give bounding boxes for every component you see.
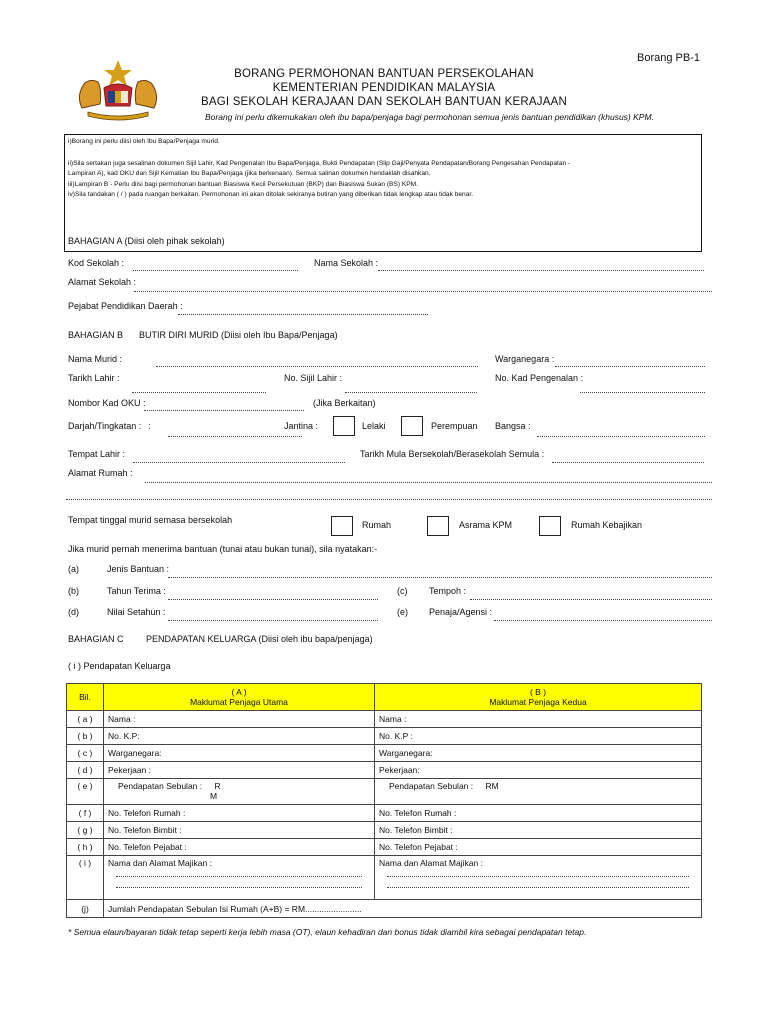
penaja-label: Penaja/Agensi :: [429, 607, 493, 617]
instructions-box: [64, 134, 702, 252]
bangsa-field[interactable]: [537, 436, 705, 437]
note-3: iii)Lampiran B - Perlu diisi bagi permohonan bantuan Biasiswa Kecil Persekutuan (BKP) dan Biasiswa Sukan (BS) KPM.: [68, 181, 419, 188]
rumah-label: Rumah: [362, 520, 392, 530]
form-subtitle: Borang ini perlu dikemukakan oleh ibu bapa/penjaga bagi permohonan semua jenis bantuan pendidikan (khusus) KPM.: [205, 112, 654, 122]
pejabat-label: Pejabat Pendidikan Daerah :: [68, 301, 183, 311]
note-2a: ii)Sila sertakan juga sesalinan dokumen Sijil Lahir, Kad Pengenalan Ibu Bapa/Penjaga, Bukti Pendapatan (Slip Gaji/Penyata Pendapatan/Borang Pengesahan Pendapatan -: [68, 160, 571, 167]
penjaga-a-tel-pejabat[interactable]: No. Telefon Pejabat :: [104, 839, 375, 856]
perempuan-label: Perempuan: [431, 421, 478, 431]
darjah-field[interactable]: [168, 436, 302, 437]
table-row: [67, 745, 702, 762]
majikan-label: Nama dan Alamat Majikan :: [379, 858, 483, 868]
kad-pengenalan-label: No. Kad Pengenalan :: [495, 373, 584, 383]
tempat-lahir-label: Tempat Lahir :: [68, 449, 126, 459]
section-c-title: PENDAPATAN KELUARGA (Diisi oleh ibu bapa/penjaga): [146, 634, 373, 644]
row-bil: (j): [67, 900, 104, 918]
alamat-rumah-field-1[interactable]: [145, 482, 712, 483]
kod-sekolah-field[interactable]: [133, 270, 298, 271]
majikan-dots-2: [387, 887, 689, 888]
penjaga-a-tel-rumah[interactable]: No. Telefon Rumah :: [104, 805, 375, 822]
warganegara-field[interactable]: [555, 366, 705, 367]
row-bil: ( e ): [67, 779, 104, 805]
table-row: [67, 822, 702, 839]
alamat-sekolah-label: Alamat Sekolah :: [68, 277, 137, 287]
rm-label: R: [214, 781, 221, 791]
tarikh-lahir-field[interactable]: [132, 392, 266, 393]
item-d-label: (d): [68, 607, 79, 617]
footnote: * Semua elaun/bayaran tidak tetap seperti kerja lebih masa (OT), elaun kehadiran dan bonus tidak diambil kira sebagai pendapatan tetap.: [68, 927, 587, 937]
section-b-title: BUTIR DIRI MURID (Diisi oleh Ibu Bapa/Penjaga): [139, 330, 338, 340]
bangsa-label: Bangsa :: [495, 421, 531, 431]
table-row: [67, 805, 702, 822]
table-row: [67, 762, 702, 779]
note-4: iv)Sila tandakan ( / ) pada ruangan berkaitan. Permohonan ini akan ditolak sekiranya butiran yang diberikan tidak lengkap atau tidak benar.: [68, 191, 474, 198]
col-b-title: Maklumat Penjaga Kedua: [489, 697, 587, 707]
darjah-colon: :: [148, 421, 151, 431]
item-b-label: (b): [68, 586, 79, 596]
majikan-label: Nama dan Alamat Majikan :: [108, 858, 212, 868]
tarikh-lahir-label: Tarikh Lahir :: [68, 373, 120, 383]
income-table: [66, 683, 702, 918]
penjaga-a-warganegara[interactable]: Warganegara:: [104, 745, 375, 762]
col-a-title: Maklumat Penjaga Utama: [190, 697, 288, 707]
asrama-label: Asrama KPM: [459, 520, 513, 530]
nama-murid-field[interactable]: [156, 366, 478, 367]
penjaga-b-nama[interactable]: Nama :: [375, 711, 702, 728]
rumah-kebajikan-checkbox[interactable]: [539, 516, 561, 536]
row-bil: ( i ): [67, 856, 104, 900]
tarikh-mula-label: Tarikh Mula Bersekolah/Berasekolah Semula :: [360, 449, 545, 459]
item-a-label: (a): [68, 564, 79, 574]
rumah-checkbox[interactable]: [331, 516, 353, 536]
pendapatan-keluarga-subheading: ( i ) Pendapatan Keluarga: [68, 661, 171, 671]
tarikh-mula-field[interactable]: [552, 462, 704, 463]
tempoh-field[interactable]: [470, 599, 712, 600]
penjaga-b-pendapatan[interactable]: [375, 779, 702, 805]
nombor-oku-field[interactable]: [144, 410, 304, 411]
penjaga-b-pekerjaan[interactable]: Pekerjaan:: [375, 762, 702, 779]
section-b-heading: BAHAGIAN B: [68, 330, 124, 340]
item-e-label: (e): [397, 607, 408, 617]
penjaga-a-pendapatan[interactable]: [104, 779, 375, 805]
jenis-bantuan-label: Jenis Bantuan :: [107, 564, 170, 574]
penjaga-b-tel-rumah[interactable]: No. Telefon Rumah :: [375, 805, 702, 822]
jumlah-pendapatan[interactable]: Jumlah Pendapatan Sebulan Isi Rumah (A+B) = RM........................: [104, 900, 702, 918]
tahun-terima-label: Tahun Terima :: [107, 586, 166, 596]
row-bil: ( c ): [67, 745, 104, 762]
majikan-dots-1: [387, 876, 689, 877]
section-a-heading: BAHAGIAN A (Diisi oleh pihak sekolah): [68, 236, 225, 246]
rm-label: RM: [485, 781, 499, 791]
col-b-letter: ( B ): [529, 687, 547, 697]
nilai-setahun-field[interactable]: [168, 620, 378, 621]
penjaga-a-tel-bimbit[interactable]: No. Telefon Bimbit :: [104, 822, 375, 839]
penjaga-a-nama[interactable]: Nama :: [104, 711, 375, 728]
row-bil: ( a ): [67, 711, 104, 728]
section-c-heading: BAHAGIAN C: [68, 634, 124, 644]
row-bil: ( h ): [67, 839, 104, 856]
penjaga-b-majikan[interactable]: [375, 856, 702, 900]
row-bil: ( b ): [67, 728, 104, 745]
penjaga-a-pekerjaan[interactable]: Pekerjaan :: [104, 762, 375, 779]
lelaki-label: Lelaki: [362, 421, 386, 431]
row-bil: ( g ): [67, 822, 104, 839]
jantina-label: Jantina :: [284, 421, 319, 431]
tempat-lahir-field[interactable]: [133, 462, 345, 463]
kad-pengenalan-field[interactable]: [580, 392, 705, 393]
tempoh-label: Tempoh :: [429, 586, 467, 596]
jika-berkaitan-note: (Jika Berkaitan): [313, 398, 376, 408]
note-2b: Lampiran A), kad OKU dan Sijil Kematian Ibu Bapa/Penjaga (jika berkenaan). Semua salinan dokumen hendaklah disahkan.: [68, 170, 431, 177]
nama-sekolah-field[interactable]: [378, 270, 704, 271]
perempuan-checkbox[interactable]: [401, 416, 423, 436]
rm-label-cont: M: [210, 791, 218, 801]
asrama-checkbox[interactable]: [427, 516, 449, 536]
table-row-total: [67, 900, 702, 918]
pendapatan-label: Pendapatan Sebulan :: [389, 781, 474, 791]
rumah-kebajikan-label: Rumah Kebajikan: [571, 520, 643, 530]
penjaga-b-tel-pejabat[interactable]: No. Telefon Pejabat :: [375, 839, 702, 856]
form-title-line1: BORANG PERMOHONAN BANTUAN PERSEKOLAHAN: [234, 68, 534, 80]
tempat-tinggal-label: Tempat tinggal murid semasa bersekolah: [68, 515, 233, 525]
penjaga-b-tel-bimbit[interactable]: No. Telefon Bimbit :: [375, 822, 702, 839]
table-row: [67, 839, 702, 856]
sijil-lahir-field[interactable]: [345, 392, 477, 393]
col-a-header: [104, 684, 375, 711]
nama-sekolah-label: Nama Sekolah :: [314, 258, 379, 268]
table-row: [67, 728, 702, 745]
warganegara-label: Warganegara :: [495, 354, 555, 364]
sijil-lahir-label: No. Sijil Lahir :: [284, 373, 343, 383]
alamat-rumah-field-2[interactable]: [66, 499, 712, 500]
pernah-terima-text: Jika murid pernah menerima bantuan (tunai atau bukan tunai), sila nyatakan:-: [68, 544, 378, 554]
lelaki-checkbox[interactable]: [333, 416, 355, 436]
penjaga-b-warganegara[interactable]: Warganegara:: [375, 745, 702, 762]
majikan-dots-1: [116, 876, 362, 877]
col-b-header: [375, 684, 702, 711]
darjah-label: Darjah/Tingkatan :: [68, 421, 142, 431]
note-1: i)Borang ini perlu diisi oleh Ibu Bapa/Penjaga murid.: [68, 138, 220, 145]
pendapatan-label: Pendapatan Sebulan :: [118, 781, 203, 791]
col-a-letter: ( A ): [231, 687, 247, 697]
majikan-dots-2: [116, 887, 362, 888]
penjaga-a-majikan[interactable]: [104, 856, 375, 900]
bil-header: Bil.: [67, 684, 104, 711]
table-row: [67, 856, 702, 900]
form-title-line2: KEMENTERIAN PENDIDIKAN MALAYSIA: [272, 82, 496, 94]
table-row: [67, 711, 702, 728]
table-row: [67, 779, 702, 805]
penaja-field[interactable]: [494, 620, 712, 621]
jenis-bantuan-field[interactable]: [168, 577, 712, 578]
item-c-label: (c): [397, 586, 408, 596]
form-code: Borang PB-1: [637, 52, 700, 64]
nilai-setahun-label: Nilai Setahun :: [107, 607, 166, 617]
nombor-oku-label: Nombor Kad OKU :: [68, 398, 146, 408]
row-bil: ( f ): [67, 805, 104, 822]
penjaga-b-kp[interactable]: No. K.P :: [375, 728, 702, 745]
form-title-line3: BAGI SEKOLAH KERAJAAN DAN SEKOLAH BANTUAN KERAJAAN: [201, 96, 567, 108]
penjaga-a-kp[interactable]: No. K.P:: [104, 728, 375, 745]
tahun-terima-field[interactable]: [168, 599, 378, 600]
nama-murid-label: Nama Murid :: [68, 354, 123, 364]
row-bil: ( d ): [67, 762, 104, 779]
alamat-sekolah-field[interactable]: [134, 291, 712, 292]
kod-sekolah-label: Kod Sekolah :: [68, 258, 125, 268]
pejabat-field[interactable]: [178, 314, 428, 315]
alamat-rumah-label: Alamat Rumah :: [68, 468, 133, 478]
